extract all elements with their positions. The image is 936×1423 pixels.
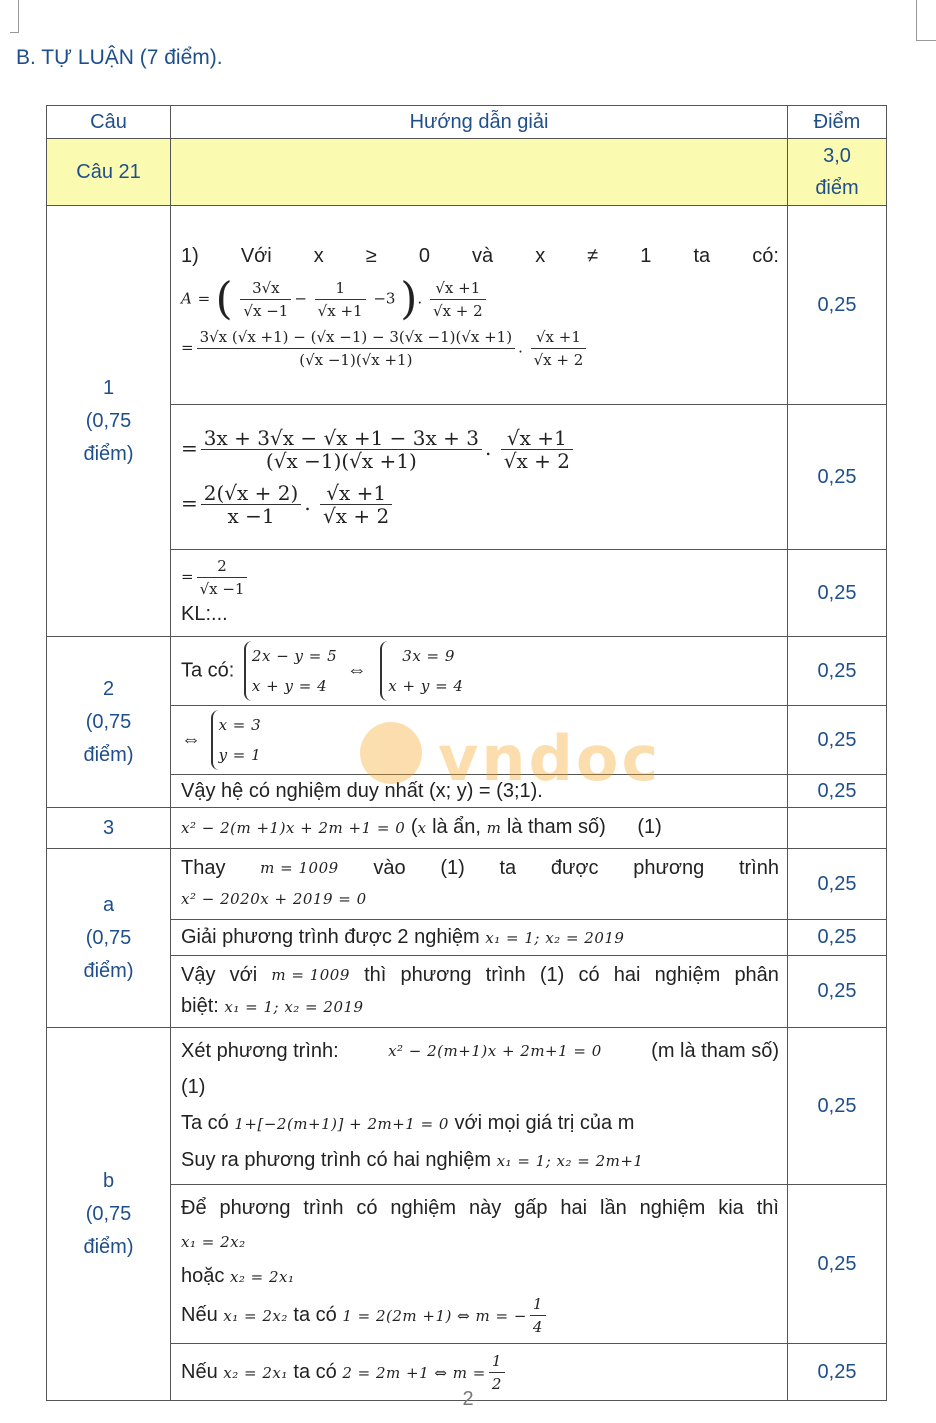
parta-row-c: [47, 956, 887, 1028]
partb-cond-2: x₂ = 2x₁: [229, 1268, 295, 1286]
partb-roots: x₁ = 1; x₂ = 2m+1: [496, 1152, 644, 1170]
word: với: [229, 964, 258, 986]
parta-equation: x² − 2020x + 2019 = 0: [181, 890, 367, 908]
part1-label-num: 1: [102, 376, 115, 399]
frac: [240, 278, 291, 321]
word: nghiệm: [654, 964, 721, 986]
var: x: [417, 819, 427, 837]
word: này: [468, 1197, 502, 1219]
parta-row-a: [47, 849, 887, 920]
frac: [197, 327, 516, 370]
word: Với: [240, 244, 272, 267]
part2-system-2: [380, 641, 463, 701]
word: 0: [418, 244, 430, 267]
num: √x +1: [430, 278, 486, 300]
part2-step1: [171, 637, 788, 706]
var: m: [486, 819, 502, 837]
text: với mọi giá trị của m: [454, 1112, 635, 1134]
word: hai: [613, 964, 641, 986]
den: √x +1: [317, 301, 363, 320]
sys-eq: 2x − y = 5: [251, 647, 338, 665]
partb-line1: [181, 1033, 779, 1069]
equation-ref: (1): [637, 816, 662, 838]
part1-label-unit: điểm): [83, 442, 134, 465]
partb-label-num: b: [102, 1169, 115, 1192]
section-title: B. TỰ LUẬN (7 điểm).: [16, 46, 223, 69]
partb-equation: x² − 2(m+1)x + 2m+1 = 0: [388, 1042, 602, 1060]
den: √x + 2: [533, 350, 584, 369]
part1-eq-s3: = $\frac{2(√x + 2)}{x -1}$ . $\frac{√x +1}{√x + 2}$: [181, 483, 779, 526]
watermark-text: vndoc: [438, 722, 662, 795]
den: √x −1: [199, 580, 245, 598]
word: x: [313, 244, 324, 267]
part1-eq-a: A = ( $\frac{3√x}{√x -1}$ − $\frac{1}{√x +1}$ −3 ). $\frac{√x +1}{√x + 2}$: [181, 278, 779, 321]
sys-eq: x + y = 4: [251, 677, 328, 695]
partb-points-3: 0,25: [788, 1344, 887, 1401]
word: x: [535, 244, 546, 267]
cau21-points: [788, 139, 887, 206]
word: (1): [539, 964, 565, 986]
partb-case1-cond: x₁ = 2x₂: [223, 1306, 288, 1325]
word: kia: [718, 1197, 744, 1219]
word: phương: [219, 1197, 291, 1219]
part1-label-pts: (0,75: [85, 409, 132, 432]
word: nghiệm: [390, 1197, 457, 1219]
den: √x −1: [243, 301, 289, 320]
chick-icon: [360, 722, 422, 784]
parta-label-pts: (0,75: [85, 926, 132, 949]
partb-cond-1: x₁ = 2x₂: [181, 1233, 246, 1251]
partb-case1-eq: 1 = 2(2m +1) ⇔ m = −: [342, 1306, 527, 1325]
eq-term: −3: [373, 289, 396, 307]
text: biệt:: [181, 995, 219, 1017]
part1-label: [47, 206, 171, 637]
text: Suy ra phương trình có hai nghiệm: [181, 1149, 492, 1171]
word: Để: [181, 1197, 207, 1219]
num: 2: [197, 556, 248, 578]
word: phương: [400, 964, 472, 986]
den: (√x −1)(√x +1): [299, 350, 413, 369]
sys-eq: y = 1: [218, 746, 262, 764]
word: được: [550, 857, 599, 879]
word: trình: [303, 1197, 344, 1219]
header-cau: Câu: [47, 106, 171, 139]
den: √x + 2: [503, 449, 570, 473]
part2-points-1: 0,25: [788, 637, 887, 706]
part3-statement: [171, 808, 788, 849]
num: √x +1: [501, 428, 573, 450]
part2-system-1: [244, 641, 337, 701]
partb-step2: [171, 1185, 788, 1344]
partb-points-1: 0,25: [788, 1028, 887, 1185]
eq-lhs: A =: [181, 289, 211, 307]
word: có: [356, 1197, 378, 1219]
den: (√x −1)(√x +1): [265, 449, 417, 473]
num: 3x + 3√x − √x +1 − 3x + 3: [201, 428, 482, 450]
part2-label: [47, 637, 171, 808]
text: là ẩn,: [432, 816, 481, 838]
num: 3√x: [240, 278, 291, 300]
part3-row: [47, 808, 887, 849]
parta-step1: [171, 849, 788, 920]
word: trình: [485, 964, 526, 986]
equiv-symbol: ⇔: [181, 728, 201, 751]
parta-points-3: 0,25: [788, 956, 887, 1028]
part1-conclusion: KL:...: [181, 603, 228, 625]
table-header-row: [47, 106, 887, 139]
den: √x + 2: [432, 301, 483, 320]
word: (1): [440, 857, 465, 879]
part1-step2: [171, 405, 788, 550]
word: hai: [560, 1197, 588, 1219]
den: x −1: [227, 504, 275, 528]
partb-line4: [181, 1191, 779, 1225]
frac: [430, 278, 486, 321]
frac: [501, 428, 573, 471]
sys-eq: x + y = 4: [388, 677, 464, 695]
word: Thay: [181, 857, 226, 879]
text: Xét phương trình:: [181, 1040, 339, 1062]
parta-label: [47, 849, 171, 1028]
part1-intro: [181, 241, 779, 272]
word: 1: [640, 244, 652, 267]
partb-label: [47, 1028, 171, 1401]
word: ≠: [587, 244, 599, 267]
part2-system-3: [211, 710, 262, 770]
partb-case2-eq: 2 = 2m +1 ⇔ m =: [342, 1363, 486, 1382]
word: ≥: [365, 244, 377, 267]
page-number: 2: [462, 1388, 474, 1410]
watermark-logo: [360, 722, 662, 795]
word: thì: [364, 964, 387, 986]
cau21-empty: [171, 139, 788, 206]
partb-case-1: [181, 1294, 779, 1337]
parta-label-num: a: [102, 893, 115, 916]
word: m = 1009: [271, 966, 350, 984]
frac: [315, 278, 366, 321]
text: Giải phương trình được 2 nghiệm: [181, 926, 480, 948]
part2-label-num: 2: [102, 677, 115, 700]
part1-points-3: 0,25: [788, 550, 887, 637]
word: gấp: [514, 1197, 548, 1219]
num: 1: [530, 1294, 546, 1316]
text: ta có: [293, 1303, 337, 1326]
frac: [201, 483, 302, 526]
frac: [320, 483, 392, 526]
word: và: [472, 244, 494, 267]
word: phương: [633, 857, 705, 879]
word: trình: [738, 857, 779, 879]
partb-check-eq: 1+[−2(m+1)] + 2m+1 = 0: [234, 1115, 449, 1133]
word: 1): [181, 244, 199, 267]
word: nghiệm: [639, 1197, 706, 1219]
parta-label-unit: điểm): [83, 959, 134, 982]
word: thì: [756, 1197, 779, 1219]
part2-label-unit: điểm): [83, 743, 134, 766]
part1-points-1: 0,25: [788, 206, 887, 405]
word: có: [578, 964, 600, 986]
part3-label: 3: [47, 808, 171, 849]
page-corner-mark-right: [916, 0, 936, 41]
word: lần: [600, 1197, 627, 1219]
part2-points-3: 0,25: [788, 775, 887, 808]
part1-points-2: 0,25: [788, 405, 887, 550]
part1-eq-s1: = $\frac{3√x (√x +1) - (√x -1) - 3(√x -1)(√x +1)}{(√x -1)(√x +1)}$ . $\frac{√x +1}{√x + 2}$: [181, 327, 779, 370]
part1-step3: [171, 550, 788, 637]
text: (m là tham số): [651, 1040, 779, 1062]
part1-eq-s2: = $\frac{3x + 3√x - √x +1 - 3x + 3}{(√x -1)(√x +1)}$ . $\frac{√x +1}{√x + 2}$: [181, 428, 779, 471]
frac: [531, 327, 587, 370]
partb-row-b: [47, 1185, 887, 1344]
part1-row-c: [47, 550, 887, 637]
part2-taco: Ta có:: [181, 659, 235, 682]
equiv-symbol: ⇔: [346, 659, 367, 682]
parta-points-1: 0,25: [788, 849, 887, 920]
cau21-points-unit: điểm: [815, 177, 859, 199]
part2-label-pts: (0,75: [85, 710, 132, 733]
word: vào: [373, 857, 406, 879]
part1-row-a: [47, 206, 887, 405]
num: 2(√x + 2): [201, 483, 302, 505]
part2-row-a: [47, 637, 887, 706]
num: 3√x (√x +1) − (√x −1) − 3(√x −1)(√x +1): [197, 327, 516, 349]
equation-ref: (1): [181, 1076, 206, 1098]
parta-points-2: 0,25: [788, 920, 887, 956]
text: Ta có: [181, 1112, 229, 1134]
num: 1: [315, 278, 366, 300]
parta-line1: [181, 853, 779, 884]
num: √x +1: [531, 327, 587, 349]
word: có:: [752, 244, 779, 267]
header-guide: Hướng dẫn giải: [171, 106, 788, 139]
text: ta có: [293, 1360, 337, 1383]
num: √x +1: [320, 483, 392, 505]
partb-label-unit: điểm): [83, 1235, 134, 1258]
partb-points-2: 0,25: [788, 1185, 887, 1344]
paren-open: (: [215, 273, 233, 324]
cau21-label: Câu 21: [47, 139, 171, 206]
word: m = 1009: [260, 859, 339, 877]
parta-roots-final: x₁ = 1; x₂ = 2019: [224, 998, 364, 1016]
den: √x + 2: [323, 504, 390, 528]
part2-conclusion: Vậy hệ có nghiệm duy nhất (x; y) = (3;1).: [171, 775, 788, 808]
frac: [530, 1294, 546, 1337]
word: phân: [734, 964, 779, 986]
sys-eq: 3x = 9: [402, 647, 455, 665]
part3-equation: x² − 2(m +1)x + 2m +1 = 0: [181, 819, 406, 837]
partb-step1: [171, 1028, 788, 1185]
frac: [201, 428, 482, 471]
text: là tham số): [506, 816, 606, 838]
header-points: Điểm: [788, 106, 887, 139]
num: 1: [489, 1351, 505, 1373]
part1-row-b: [47, 405, 887, 550]
text: hoặc: [181, 1265, 225, 1287]
parta-row-b: [47, 920, 887, 956]
part2-points-2: 0,25: [788, 706, 887, 775]
parta-step2: [171, 920, 788, 956]
cau21-row: [47, 139, 887, 206]
part1-step1: [171, 206, 788, 405]
word: Vậy: [181, 964, 216, 986]
text: (: [410, 816, 418, 838]
partb-row-a: [47, 1028, 887, 1185]
page-corner-mark-left: [10, 0, 19, 33]
paren-close: ): [400, 273, 418, 324]
den: 2: [491, 1374, 502, 1393]
sys-eq: x = 3: [218, 716, 262, 734]
part1-eq-s4: = $\frac{2}{√x -1}$: [181, 556, 779, 599]
part3-points-empty: [788, 808, 887, 849]
partb-case2-cond: x₂ = 2x₁: [223, 1363, 288, 1382]
den: 4: [532, 1318, 543, 1336]
parta-step3: [171, 956, 788, 1028]
cau21-points-value: 3,0: [823, 145, 851, 167]
partb-label-pts: (0,75: [85, 1202, 132, 1225]
word: ta: [693, 244, 711, 267]
frac: [197, 556, 248, 599]
text: Nếu: [181, 1360, 218, 1383]
parta-line3: [181, 960, 779, 991]
parta-roots: x₁ = 1; x₂ = 2019: [485, 929, 625, 947]
word: ta: [499, 857, 517, 879]
text: Nếu: [181, 1303, 218, 1326]
